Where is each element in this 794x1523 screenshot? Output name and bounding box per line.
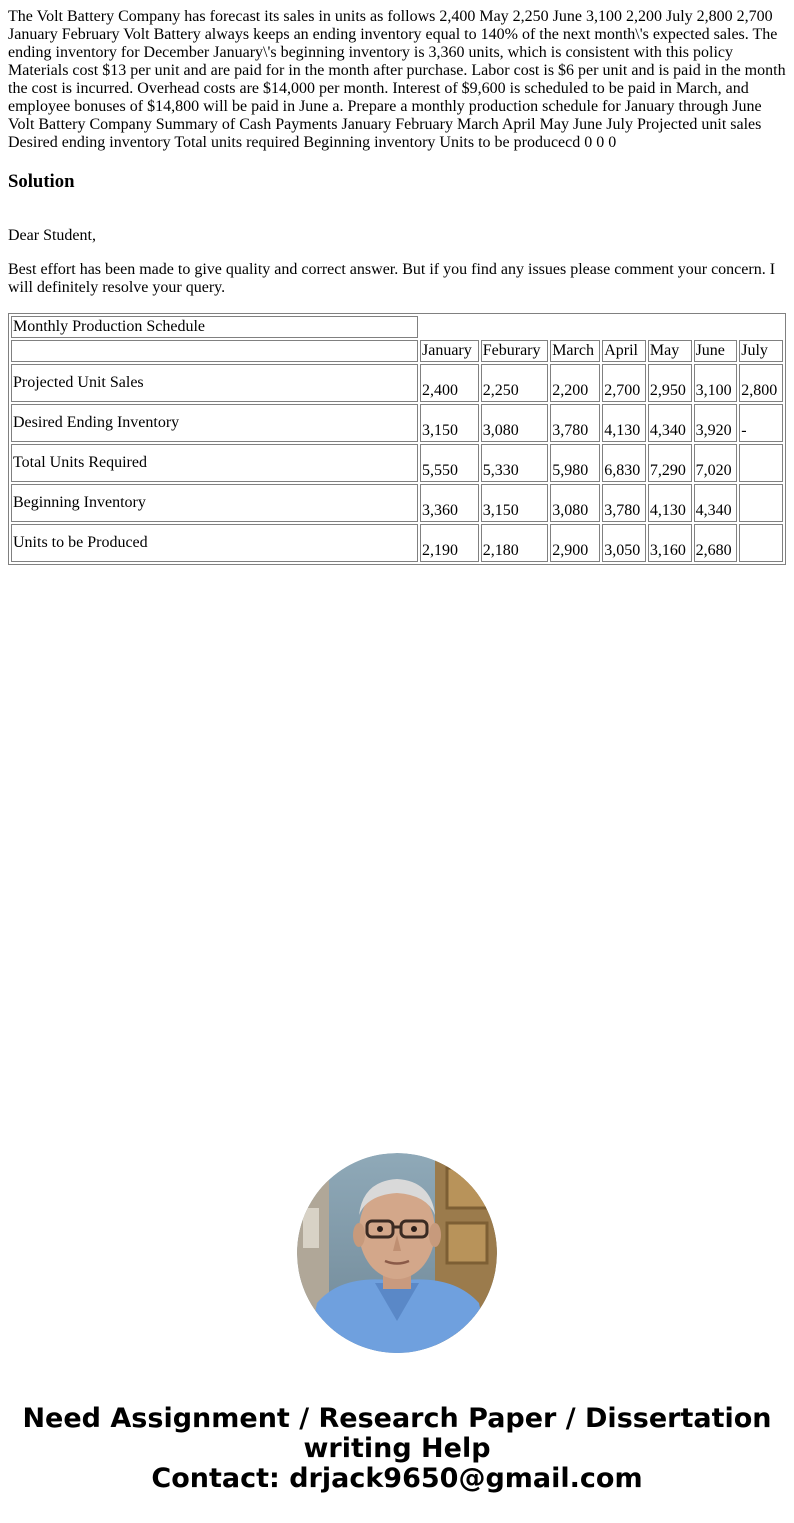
solution-heading: Solution xyxy=(8,171,75,192)
table-cell: - xyxy=(739,404,783,442)
table-row xyxy=(11,404,783,442)
table-cell xyxy=(739,524,783,562)
month-header: Feburary xyxy=(481,340,548,362)
row-label: Desired Ending Inventory xyxy=(11,404,418,442)
table-cell: 2,800 xyxy=(739,364,783,402)
table-cell: 2,190 xyxy=(420,524,479,562)
table-title: Monthly Production Schedule xyxy=(11,316,418,338)
production-schedule-table xyxy=(8,313,786,565)
promo-line-1: Need Assignment / Research Paper / Dissertation xyxy=(22,1403,772,1434)
table-cell: 3,080 xyxy=(481,404,548,442)
table-cell: 2,250 xyxy=(481,364,548,402)
table-cell xyxy=(739,444,783,482)
question-text: The Volt Battery Company has forecast its sales in units as follows 2,400 May 2,250 June 3,100 2,200 July 2,800 2,700 January February Volt Battery always keeps an ending inventory equal to 140% of the next month\'s expected sales. The ending inventory for December January\'s beginning inventory is 3,360 units, which is consistent with this policy Materials cost $13 per unit and are paid for in the month after purchase. Labor cost is $6 per unit and is paid in the month the cost is incurred. Overhead costs are $14,000 per month. Interest of $9,600 is scheduled to be paid in March, and employee bonuses of $14,800 will be paid in June a. Prepare a monthly production schedule for January through June Volt Battery Company Summary of Cash Payments January February March April May June July Projected unit sales Desired ending inventory Total units required Beginning inventory Units to be producecd 0 0 0 xyxy=(8,8,786,151)
spacer xyxy=(8,193,786,227)
table-cell xyxy=(739,484,783,522)
table-cell: 3,780 xyxy=(550,404,600,442)
promo-banner xyxy=(0,1404,794,1494)
table-cell: 4,130 xyxy=(648,484,692,522)
table-cell: 4,340 xyxy=(694,484,738,522)
row-label: Beginning Inventory xyxy=(11,484,418,522)
table-cell: 3,150 xyxy=(420,404,479,442)
table-cell: 5,980 xyxy=(550,444,600,482)
table-cell: 5,550 xyxy=(420,444,479,482)
table-cell: 3,050 xyxy=(602,524,646,562)
month-header: April xyxy=(602,340,646,362)
month-header: June xyxy=(694,340,738,362)
table-header-row xyxy=(11,340,783,362)
table-cell: 2,700 xyxy=(602,364,646,402)
table-cell: 3,360 xyxy=(420,484,479,522)
table-cell: 2,950 xyxy=(648,364,692,402)
table-cell: 7,020 xyxy=(694,444,738,482)
table-cell: 4,130 xyxy=(602,404,646,442)
table-row xyxy=(11,444,783,482)
table-cell: 3,100 xyxy=(694,364,738,402)
table-row xyxy=(11,484,783,522)
table-row xyxy=(11,524,783,562)
promo-line-2: writing Help xyxy=(303,1433,491,1464)
table-cell: 5,330 xyxy=(481,444,548,482)
table-cell: 2,200 xyxy=(550,364,600,402)
row-label: Units to be Produced xyxy=(11,524,418,562)
row-label: Total Units Required xyxy=(11,444,418,482)
row-label: Projected Unit Sales xyxy=(11,364,418,402)
empty-cell xyxy=(420,316,783,338)
month-header: March xyxy=(550,340,600,362)
note-text: Best effort has been made to give quality and correct answer. But if you find any issues please comment your concern. I will definitely resolve your query. xyxy=(8,261,776,296)
table-cell: 4,340 xyxy=(648,404,692,442)
greeting-text: Dear Student, xyxy=(8,227,96,244)
tutor-portrait-image xyxy=(297,1153,497,1353)
month-header: July xyxy=(739,340,783,362)
table-cell: 3,150 xyxy=(481,484,548,522)
table-cell: 3,080 xyxy=(550,484,600,522)
table-cell: 3,160 xyxy=(648,524,692,562)
promo-contact: Contact: drjack9650@gmail.com xyxy=(151,1463,643,1494)
tutor-avatar xyxy=(297,1153,497,1353)
table-cell: 2,680 xyxy=(694,524,738,562)
header-blank-cell xyxy=(11,340,418,362)
table-cell: 3,780 xyxy=(602,484,646,522)
month-header: January xyxy=(420,340,479,362)
table-cell: 3,920 xyxy=(694,404,738,442)
table-cell: 7,290 xyxy=(648,444,692,482)
table-cell: 2,180 xyxy=(481,524,548,562)
table-title-row xyxy=(11,316,783,338)
table-row xyxy=(11,364,783,402)
month-header: May xyxy=(648,340,692,362)
table-cell: 2,400 xyxy=(420,364,479,402)
table-cell: 2,900 xyxy=(550,524,600,562)
main-content xyxy=(8,8,786,565)
table-cell: 6,830 xyxy=(602,444,646,482)
